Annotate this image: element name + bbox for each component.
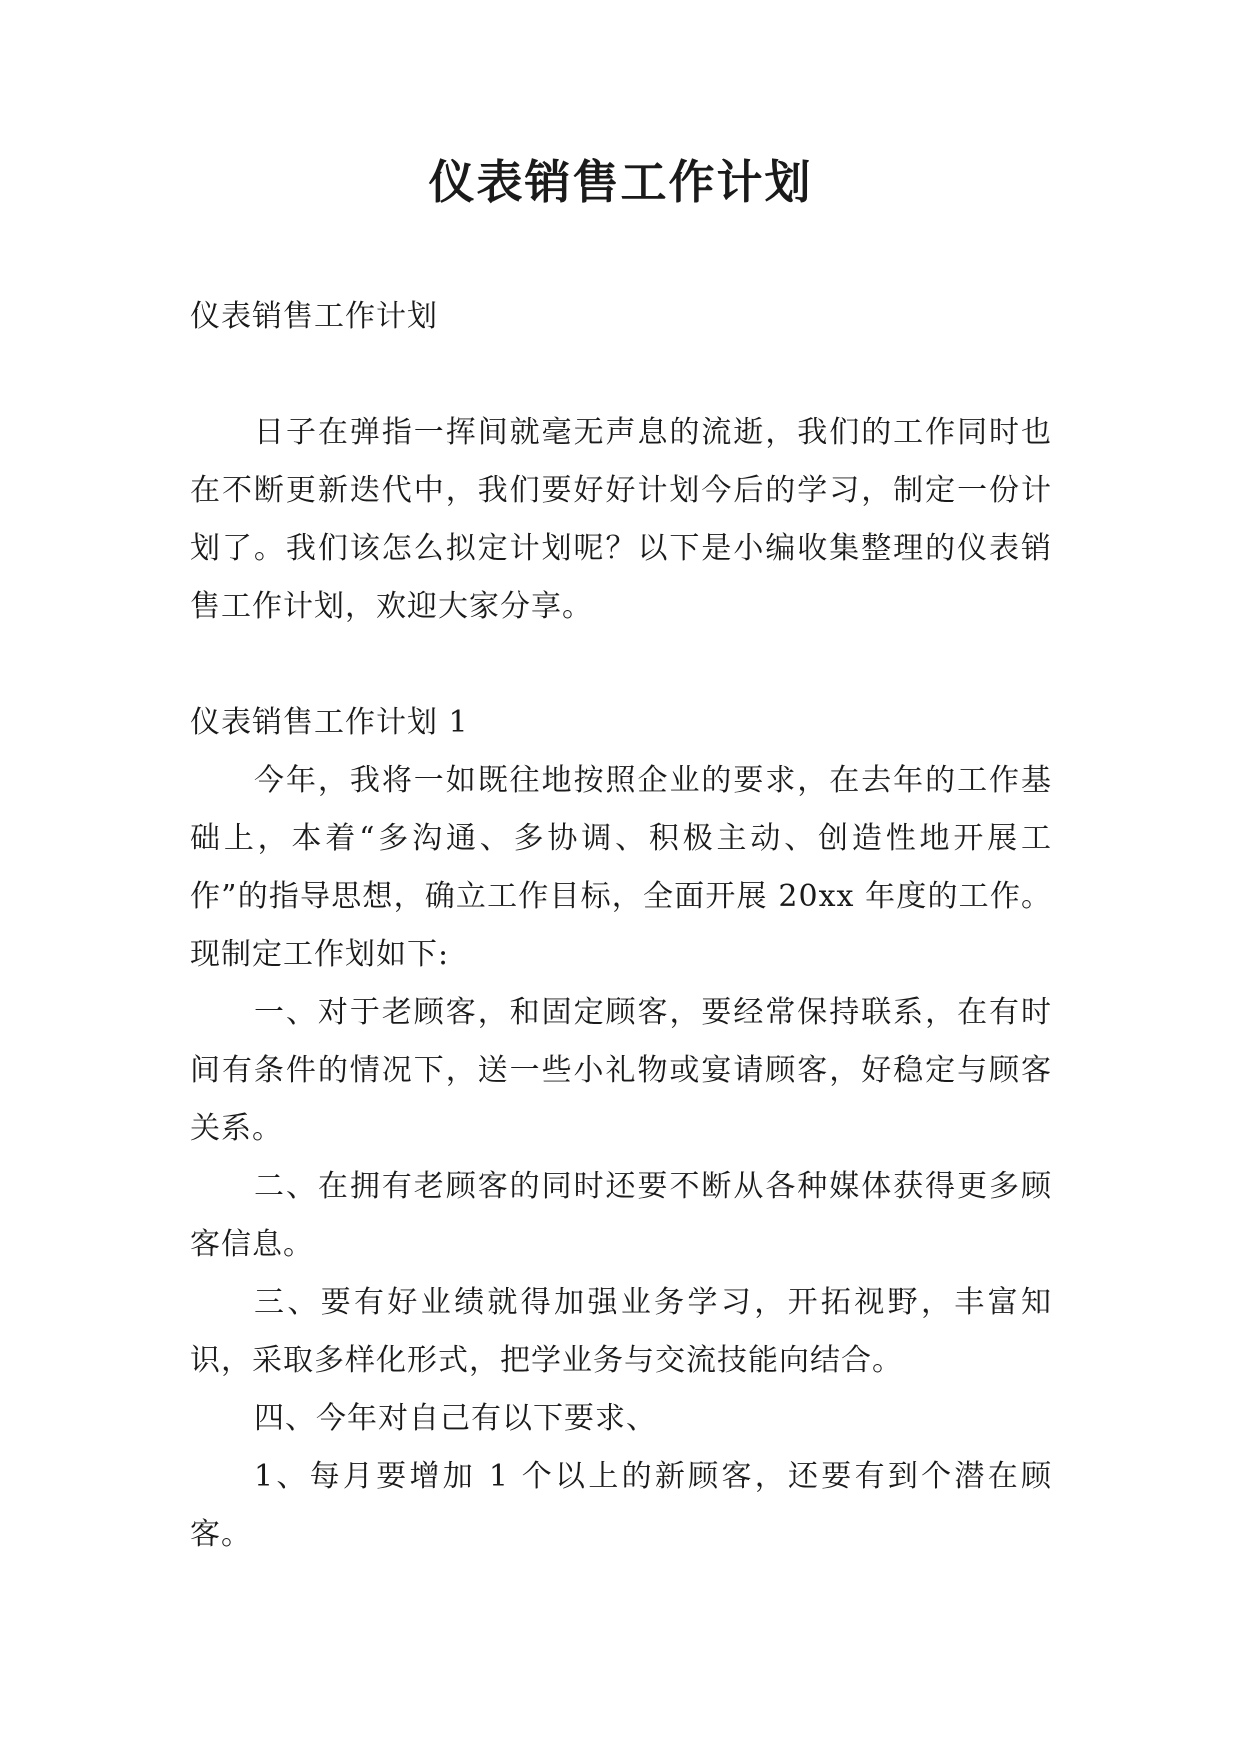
paragraph: 1、每月要增加 1 个以上的新顾客，还要有到个潜在顾客。 [190, 1459, 1052, 1552]
document-subtitle: 仪表销售工作计划 [190, 299, 438, 334]
paragraph: 三、要有好业绩就得加强业务学习，开拓视野，丰富知识，采取多样化形式，把学业务与交流技能向结合。 [190, 1285, 1052, 1378]
document-title: 仪表销售工作计划 [428, 155, 813, 209]
paragraph: 今年，我将一如既往地按照企业的要求，在去年的工作基础上，本着“多沟通、多协调、积极主动、创造性地开展工作”的指导思想，确立工作目标，全面开展 20xx 年度的工作。现制定工作划如下: [190, 763, 1052, 972]
paragraph: 四、今年对自己有以下要求、 [254, 1401, 657, 1436]
paragraph: 一、对于老顾客，和固定顾客，要经常保持联系，在有时间有条件的情况下，送一些小礼物或宴请顾客，好稳定与顾客关系。 [190, 995, 1052, 1146]
intro-paragraph: 日子在弹指一挥间就毫无声息的流逝，我们的工作同时也在不断更新迭代中，我们要好好计划今后的学习，制定一份计划了。我们该怎么拟定计划呢？以下是小编收集整理的仪表销售工作计划，欢迎大家分享。 [190, 415, 1052, 624]
section-heading: 仪表销售工作计划 1 [190, 705, 469, 740]
paragraph: 二、在拥有老顾客的同时还要不断从各种媒体获得更多顾客信息。 [190, 1169, 1052, 1262]
section-body [190, 752, 1052, 1564]
